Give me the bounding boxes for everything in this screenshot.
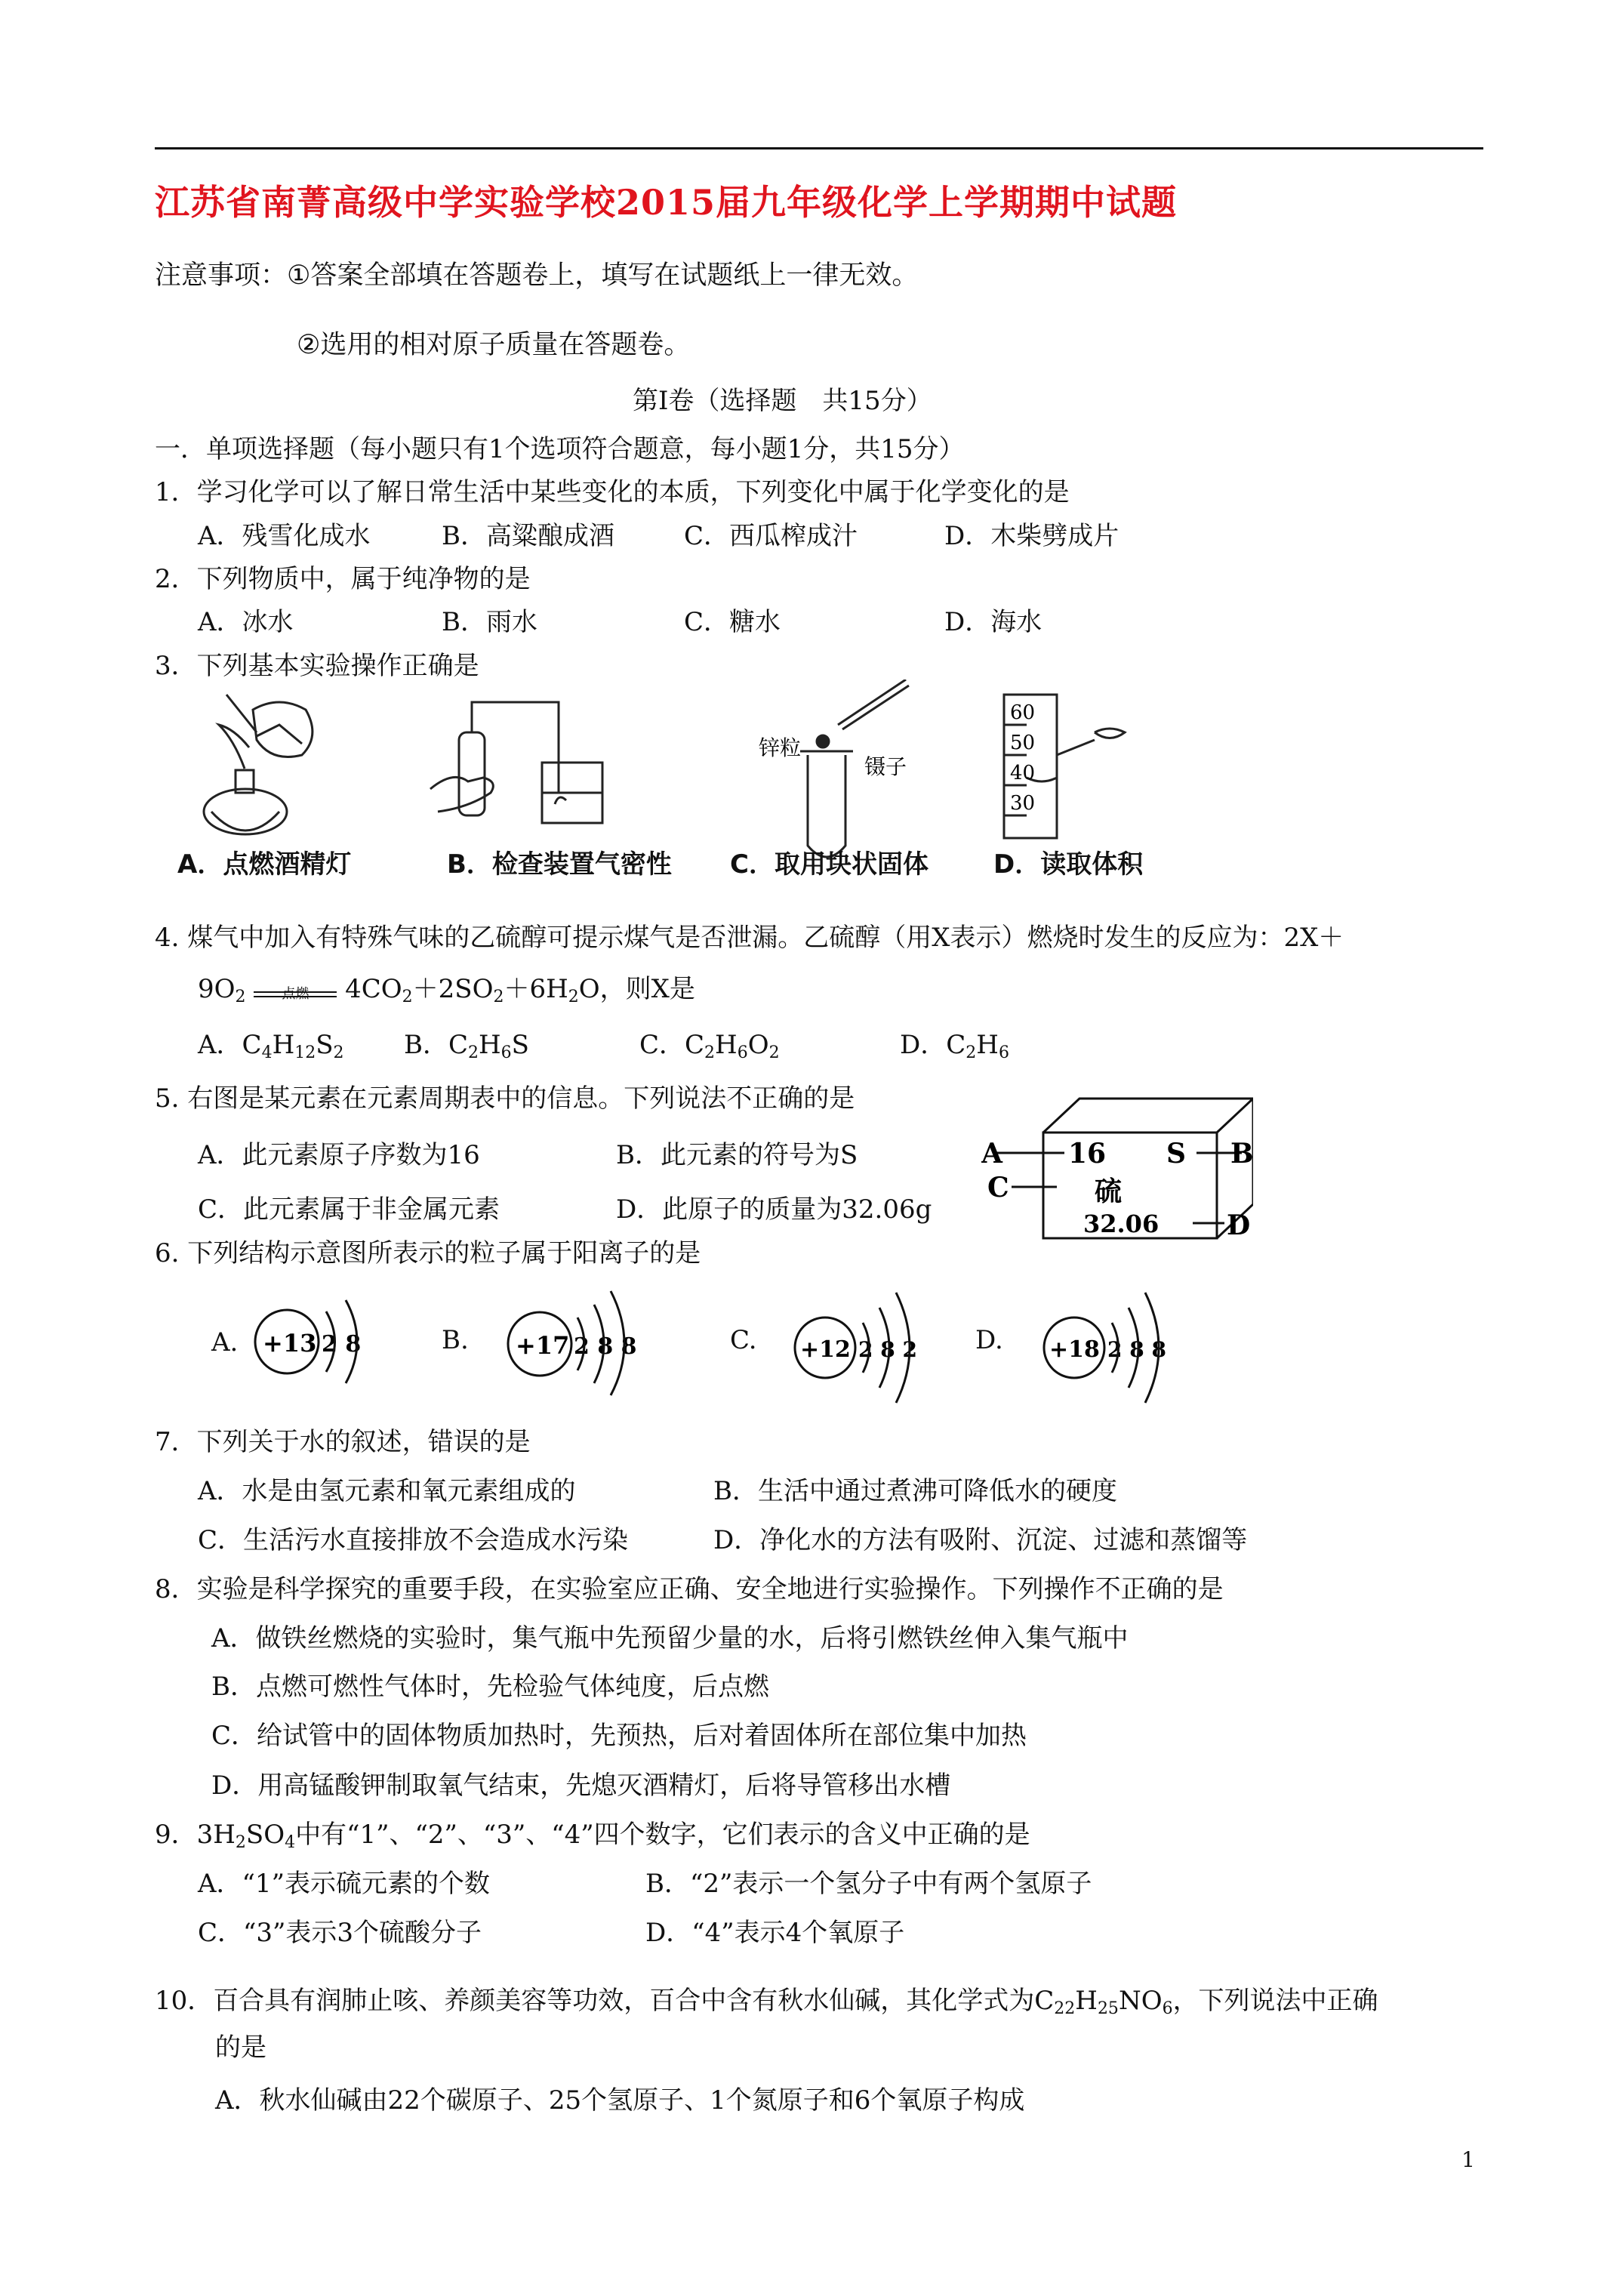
q7-option-a: A．水是由氢元素和氧元素组成的 [198,1476,576,1506]
nucleus-d: +18 [1049,1336,1100,1363]
q4-eq-right-4: O，则X是 [578,974,695,1004]
q2-option-c: C．糖水 [684,607,781,637]
q7-option-d: D．净化水的方法有吸附、沉淀、过滤和蒸馏等 [713,1525,1248,1555]
q4-option-c: C．$C_2H_6O_2$ [639,1030,780,1062]
top-rule [155,147,1483,149]
q8-option-d: D．用高锰酸钾制取氧气结束，先熄灭酒精灯，后将导管移出水槽 [211,1771,951,1801]
q7-stem: 7．下列关于水的叙述，错误的是 [155,1427,531,1457]
q4-eq-right-3: ＋6H [504,974,568,1004]
atom-diagram-d [1038,1284,1189,1404]
q2-option-d: D．海水 [944,607,1042,637]
q6-option-b: B. [442,1325,469,1355]
cyl-tick-60: 60 [1010,701,1036,724]
q1-option-d: D．木柴劈成片 [944,521,1119,551]
q7-option-c: C．生活污水直接排放不会造成水污染 [198,1525,629,1555]
card-atomic-number: 16 [1068,1138,1107,1170]
q4-option-a: A．$C_4H_{12}S_2$ [198,1030,344,1062]
q3-label-tweezers: 镊子 [864,754,907,779]
q9-option-a: A．“1”表示硫元素的个数 [198,1869,490,1899]
element-card-figure [981,1087,1253,1246]
q10-stem-line-2: 的是 [215,2032,266,2063]
electrons-c: 2 8 2 [858,1337,917,1362]
q2-option-a: A．冰水 [198,607,294,637]
nucleus-b: +17 [516,1331,570,1360]
notice-line-1: 注意事项：①答案全部填在答题卷上，填写在试题纸上一律无效。 [155,260,919,291]
card-symbol: S [1166,1138,1186,1170]
card-label-d: D [1227,1210,1251,1241]
q9-option-d: D．“4”表示4个氧原子 [645,1918,905,1948]
card-name: 硫 [1095,1176,1123,1207]
q2-stem: 2．下列物质中，属于纯净物的是 [155,564,531,594]
electrons-d: 2 8 8 [1107,1337,1166,1362]
q9-stem: 9．$3H_2SO_4$中有“1”、“2”、“3”、“4”四个数字，它们表示的含义中正确的是 [155,1820,1030,1852]
q3-caption-d: D．读取体积 [993,849,1144,880]
nucleus-c: +12 [800,1336,851,1363]
q5-option-b: B．此元素的符号为S [616,1140,858,1170]
q4-eq-right-1: 4CO [345,974,402,1004]
atom-diagram-a [249,1293,377,1391]
card-label-c: C [987,1172,1009,1203]
q3-stem: 3．下列基本实验操作正确是 [155,651,479,681]
q5-stem: 5. 右图是某元素在元素周期表中的信息。下列说法不正确的是 [155,1083,855,1114]
q6-stem: 6. 下列结构示意图所表示的粒子属于阳离子的是 [155,1238,701,1268]
q4-eq-left: 9O [198,974,236,1004]
q3-caption-a: A．点燃酒精灯 [177,849,352,880]
q10-option-a: A．秋水仙碱由22个碳原子、25个氢原子、1个氮原子和6个氧原子构成 [215,2085,1025,2116]
atom-diagram-c [789,1284,940,1404]
q3-caption-b: B．检查装置气密性 [447,849,672,880]
q4-reaction-arrow [254,986,337,1002]
electrons-b: 2 8 8 [574,1333,637,1360]
q1-option-c: C．西瓜榨成汁 [684,521,858,551]
q1-option-b: B．高粱酿成酒 [442,521,614,551]
page-number: 1 [1461,2147,1475,2172]
q5-option-a: A．此元素原子序数为16 [198,1140,480,1170]
airtight-check-icon [430,702,602,823]
q5-option-d: D．此原子的质量为32.06g [616,1194,932,1225]
q6-option-a: A. [211,1327,239,1358]
q8-option-b: B．点燃可燃性气体时，先检验气体纯度，后点燃 [211,1672,769,1702]
q10-stem-line-1: 10．百合具有润肺止咳、养颜美容等功效，百合中含有秋水仙碱，其化学式为$C_{22}H_{25}NO_6$，下列说法中正确 [155,1986,1378,2018]
q1-stem: 1．学习化学可以了解日常生活中某些变化的本质，下列变化中属于化学变化的是 [155,477,1070,507]
nucleus-a: +13 [263,1329,317,1358]
q4-eq-right-2: ＋2SO [412,974,494,1004]
card-label-b: B [1230,1138,1253,1170]
card-label-a: A [981,1138,1002,1170]
q2-option-b: B．雨水 [442,607,537,637]
q9-option-c: C．“3”表示3个硫酸分子 [198,1918,482,1948]
q9-option-b: B．“2”表示一个氢分子中有两个氢原子 [645,1869,1092,1899]
cyl-tick-50: 50 [1010,732,1036,754]
notice-line-2: ②选用的相对原子质量在答题卷。 [297,330,691,360]
q8-option-a: A．做铁丝燃烧的实验时，集气瓶中先预留少量的水，后将引燃铁丝伸入集气瓶中 [211,1623,1129,1653]
section-header: 第Ⅰ卷（选择题 共15分） [633,386,932,416]
cyl-tick-30: 30 [1010,792,1036,815]
q4-stem-line-1: 4. 煤气中加入有特殊气味的乙硫醇可提示煤气是否泄漏。乙硫醇（用X表示）燃烧时发生的反应为：2X＋ [155,923,1344,953]
card-mass: 32.06 [1083,1210,1160,1238]
q1-option-a: A．残雪化成水 [198,521,371,551]
part-header: 一．单项选择题（每小题只有1个选项符合题意，每小题1分，共15分） [155,434,965,464]
alcohol-lamp-icon [204,695,313,834]
electrons-a: 2 8 [322,1331,362,1358]
q7-option-b: B．生活中通过煮沸可降低水的硬度 [713,1476,1117,1506]
q6-option-c: C. [730,1325,757,1355]
q4-option-d: D．$C_2H_6$ [900,1030,1009,1062]
atom-diagram-b [502,1284,653,1397]
q4-eq-condition: 点燃 [282,986,310,1002]
q3-label-zinc: 锌粒 [759,735,802,760]
page-title: 江苏省南菁高级中学实验学校2015届九年级化学上学期期中试题 [155,182,1178,223]
q3-caption-c: C．取用块状固体 [730,849,929,880]
q4-option-b: B．$C_2H_6S$ [404,1030,529,1062]
q5-option-c: C．此元素属于非金属元素 [198,1194,500,1225]
q4-equation: $9O_2$ 点燃 $4CO_2+2SO_2+6H_2O$，则X是 [198,974,695,1004]
q8-option-c: C．给试管中的固体物质加热时，先预热，后对着固体所在部位集中加热 [211,1721,1027,1751]
q8-stem: 8．实验是科学探究的重要手段，在实验室应正确、安全地进行实验操作。下列操作不正确的是 [155,1574,1224,1604]
q6-option-d: D. [975,1325,1003,1355]
cyl-tick-40: 40 [1010,762,1036,784]
